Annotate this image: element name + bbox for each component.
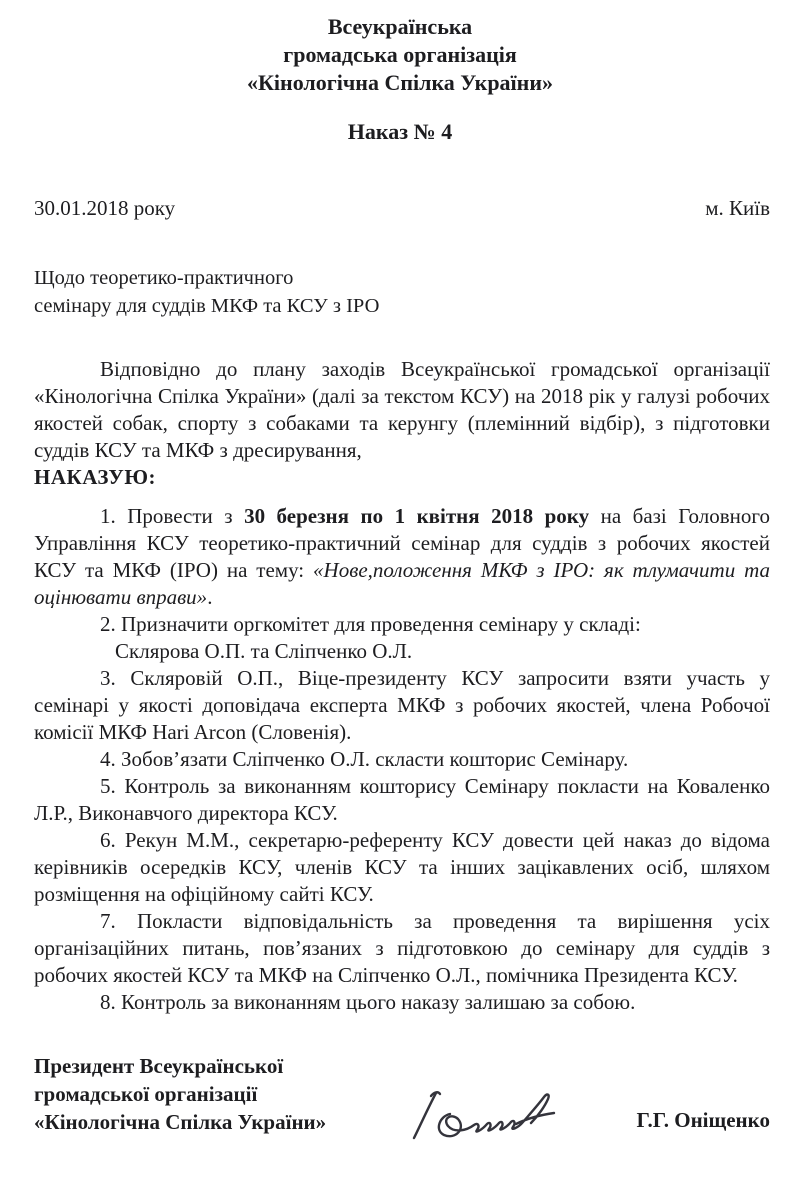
signatory-line2: громадської організації	[34, 1082, 258, 1106]
order-item-3: 3. Скляровій О.П., Віце-президенту КСУ запросити взяти участь у семінарі у якості доповідача експерта МКФ з робочих якостей, члена Робочої комісії МКФ Hari Arcon (Словенія).	[34, 666, 770, 744]
item-1-prefix: 1. Провести з	[100, 504, 245, 528]
org-name-line2: громадська організація	[283, 42, 517, 67]
item-1-middle: на базі Головного Управління КСУ теоретико-практичний семінар для суддів з робочих якостей КСУ та МКФ (ІРО) на тему:	[34, 504, 771, 582]
order-item-8: 8. Контроль за виконанням цього наказу залишаю за собою.	[100, 990, 636, 1014]
organization-header	[0, 0, 800, 97]
order-item-6: 6. Рекун М.М., секретарю-референту КСУ довести цей наказ до відома керівників осередків КСУ, членів КСУ та інших зацікавлених осіб, шляхом розміщення на офіційному сайті КСУ.	[34, 828, 770, 906]
order-item-4: 4. Зобов’язати Сліпченко О.Л. скласти кошторис Семінару.	[100, 747, 629, 771]
order-item-1	[34, 503, 770, 611]
subject-line2: семінару для суддів МКФ та КСУ з ІРО	[34, 295, 380, 317]
org-name-line3: «Кінологічна Спілка України»	[246, 70, 554, 95]
order-body	[34, 356, 770, 1016]
item-1-suffix: .	[207, 585, 213, 609]
decree-word: НАКАЗУЮ:	[34, 465, 156, 489]
order-item-2: 2. Призначити оргкомітет для проведення семінару у складі:	[100, 612, 641, 636]
item-1-topic-italic: «Нове,положення МКФ з ІРО: як тлумачити та оцінювати вправи»	[34, 558, 771, 609]
order-city: м. Київ	[705, 196, 770, 220]
subject-line1: Щодо теоретико-практичного	[34, 267, 294, 289]
order-item-2-names: Склярова О.П. та Сліпченко О.Л.	[115, 639, 413, 663]
signatory-line3: «Кінологічна Спілка України»	[34, 1110, 327, 1134]
item-1-dates-bold: 30 березня по 1 квітня 2018 року	[244, 504, 590, 528]
signature-block	[34, 1052, 770, 1136]
order-title: Наказ № 4	[347, 119, 453, 144]
signatory-name: Г.Г. Оніщенко	[636, 1108, 770, 1132]
order-item-7: 7. Покласти відповідальність за проведення та вирішення усіх організаційних питань, пов’язаних з підготовкою до семінару для суддів з робочих якостей КСУ та МКФ на Сліпченко О.Л., помічника Президента КСУ.	[34, 909, 770, 987]
preamble-paragraph: Відповідно до плану заходів Всеукраїнської громадської організації «Кінологічна Спілка України» (далі за текстом КСУ) на 2018 рік у галузі робочих якостей собак, спорту з собаками та керунгу (племінний відбір), з підготовки суддів КСУ та МКФ з дресирування,	[34, 357, 770, 462]
order-item-5: 5. Контроль за виконанням кошторису Семінару покласти на Коваленко Л.Р., Виконавчого директора КСУ.	[34, 774, 770, 825]
signatory-line1: Президент Всеукраїнської	[34, 1054, 284, 1078]
order-date: 30.01.2018 року	[34, 196, 176, 220]
order-subject	[0, 264, 800, 320]
handwritten-signature-icon	[398, 1080, 583, 1146]
signatory-position	[34, 1052, 326, 1136]
org-name-line1: Всеукраїнська	[327, 14, 473, 39]
date-city-row	[0, 194, 800, 222]
